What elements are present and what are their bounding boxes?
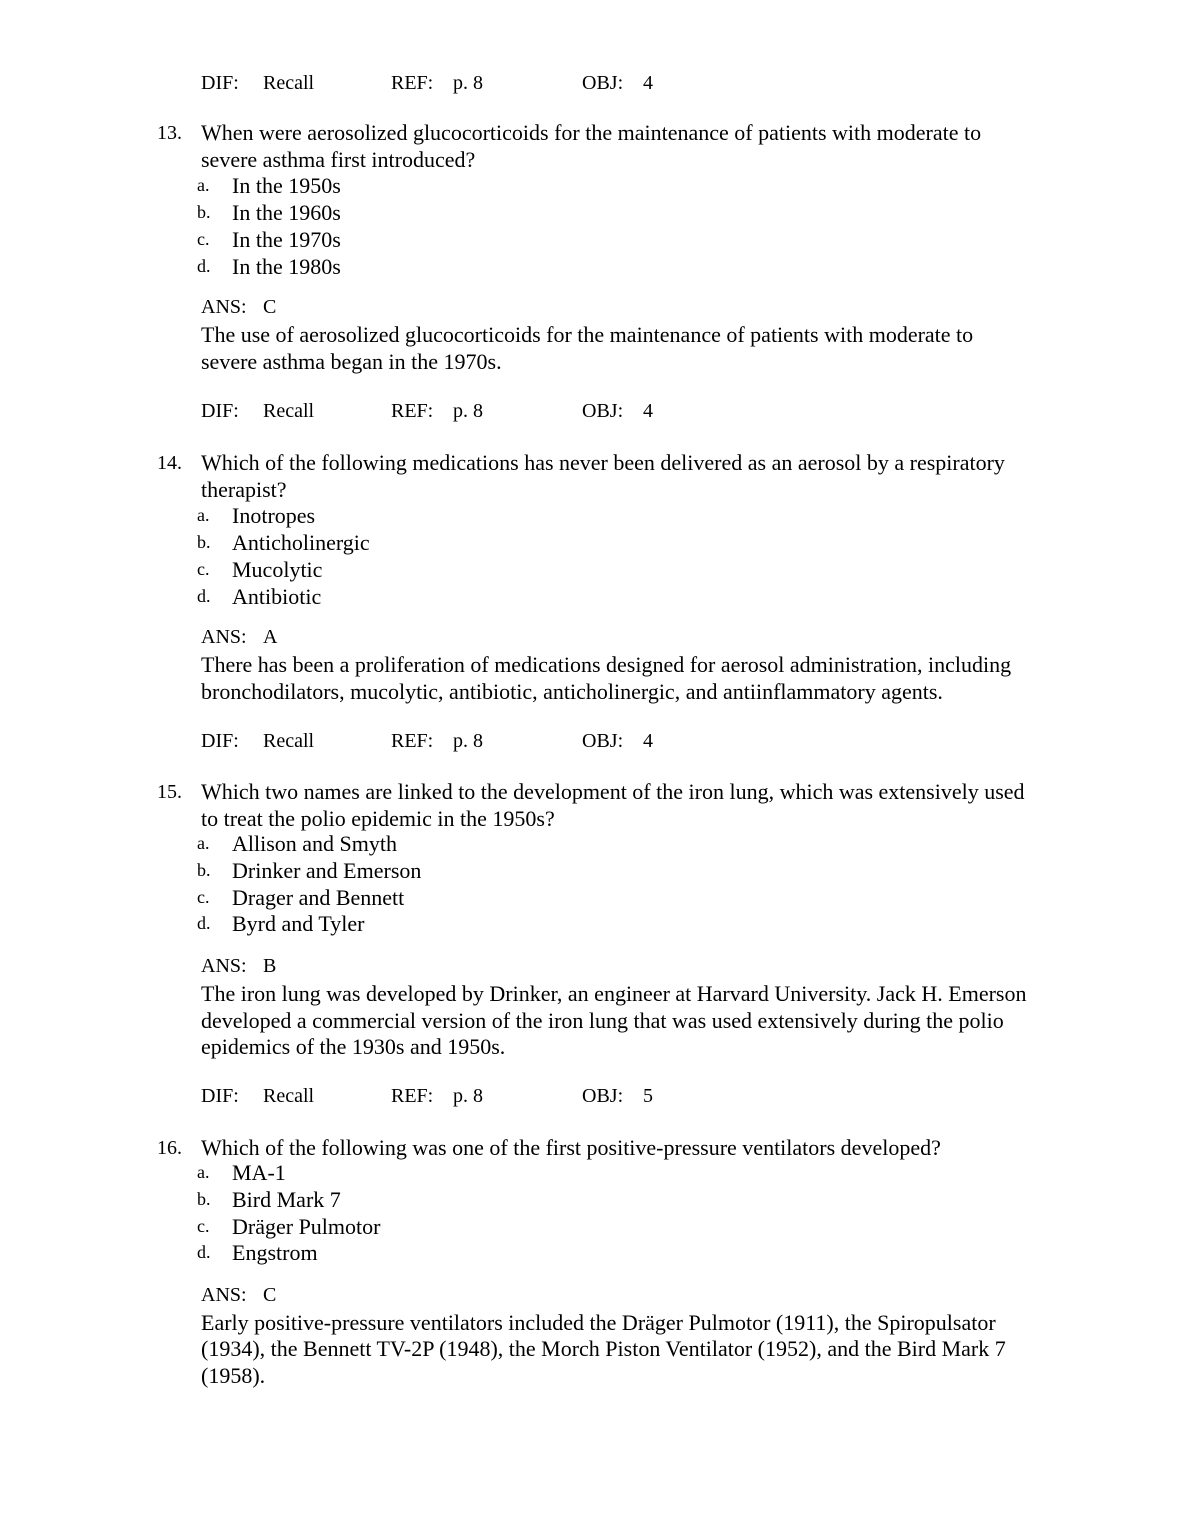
- question-stem-line: When were aerosolized glucocorticoids for the maintenance of patients with moderate to: [201, 120, 982, 145]
- ref-value: p. 8: [453, 72, 483, 94]
- ref-value: p. 8: [453, 400, 483, 422]
- option-b: Bird Mark 7: [232, 1187, 341, 1212]
- option-a: MA-1: [232, 1160, 286, 1185]
- option-a: In the 1950s: [232, 173, 341, 198]
- answer-value: C: [263, 296, 277, 318]
- rationale-line: (1958).: [201, 1363, 266, 1388]
- obj-value: 5: [643, 1085, 653, 1107]
- dif-label: DIF:: [201, 730, 239, 752]
- obj-label: OBJ:: [582, 72, 624, 94]
- option-letter: c.: [197, 559, 210, 579]
- option-d: Antibiotic: [232, 584, 322, 609]
- question-number: 13.: [157, 122, 182, 144]
- option-d: Engstrom: [232, 1240, 318, 1265]
- ref-label: REF:: [391, 1085, 434, 1107]
- question-stem-line: to treat the polio epidemic in the 1950s?: [201, 806, 555, 831]
- option-letter: b.: [197, 860, 211, 880]
- answer-value: A: [263, 626, 278, 648]
- answer-value: B: [263, 955, 277, 977]
- ref-value: p. 8: [453, 1085, 483, 1107]
- option-letter: c.: [197, 887, 210, 907]
- answer-label: ANS:: [201, 1284, 247, 1306]
- dif-value: Recall: [263, 400, 315, 422]
- rationale-line: developed a commercial version of the iron lung that was used extensively during the polio: [201, 1008, 1004, 1033]
- question-stem-line: Which of the following medications has never been delivered as an aerosol by a respiratory: [201, 450, 1005, 475]
- dif-label: DIF:: [201, 400, 239, 422]
- option-letter: a.: [197, 1162, 210, 1182]
- option-d: In the 1980s: [232, 254, 341, 279]
- option-letter: b.: [197, 532, 211, 552]
- rationale-line: The iron lung was developed by Drinker, an engineer at Harvard University. Jack H. Emerson: [201, 981, 1027, 1006]
- rationale-line: bronchodilators, mucolytic, antibiotic, anticholinergic, and antiinflammatory agents.: [201, 679, 943, 704]
- option-c: Drager and Bennett: [232, 885, 405, 910]
- question-number: 15.: [157, 781, 182, 803]
- obj-label: OBJ:: [582, 730, 624, 752]
- rationale-line: There has been a proliferation of medications designed for aerosol administration, including: [201, 652, 1012, 677]
- dif-label: DIF:: [201, 72, 239, 94]
- question-stem-line: therapist?: [201, 477, 287, 502]
- option-letter: d.: [197, 256, 211, 276]
- dif-label: DIF:: [201, 1085, 239, 1107]
- option-letter: b.: [197, 1189, 211, 1209]
- question-stem-line: Which two names are linked to the development of the iron lung, which was extensively used: [201, 779, 1025, 804]
- option-letter: b.: [197, 202, 211, 222]
- question-number: 14.: [157, 452, 182, 474]
- rationale-line: epidemics of the 1930s and 1950s.: [201, 1034, 506, 1059]
- option-c: Dräger Pulmotor: [232, 1214, 381, 1239]
- question-stem-line: Which of the following was one of the first positive-pressure ventilators developed?: [201, 1135, 941, 1160]
- obj-value: 4: [643, 400, 653, 422]
- option-c: Mucolytic: [232, 557, 323, 582]
- option-a: Allison and Smyth: [232, 831, 398, 856]
- option-letter: d.: [197, 1242, 211, 1262]
- obj-label: OBJ:: [582, 1085, 624, 1107]
- option-d: Byrd and Tyler: [232, 911, 365, 936]
- option-letter: a.: [197, 175, 210, 195]
- answer-label: ANS:: [201, 296, 247, 318]
- obj-label: OBJ:: [582, 400, 624, 422]
- option-letter: a.: [197, 833, 210, 853]
- option-a: Inotropes: [232, 503, 316, 528]
- ref-value: p. 8: [453, 730, 483, 752]
- ref-label: REF:: [391, 400, 434, 422]
- question-stem-line: severe asthma first introduced?: [201, 147, 476, 172]
- option-letter: c.: [197, 229, 210, 249]
- option-letter: a.: [197, 505, 210, 525]
- option-b: Drinker and Emerson: [232, 858, 422, 883]
- ref-label: REF:: [391, 730, 434, 752]
- dif-value: Recall: [263, 72, 315, 94]
- ref-label: REF:: [391, 72, 434, 94]
- option-b: Anticholinergic: [232, 530, 370, 555]
- option-letter: c.: [197, 1216, 210, 1236]
- answer-label: ANS:: [201, 626, 247, 648]
- obj-value: 4: [643, 730, 653, 752]
- dif-value: Recall: [263, 730, 315, 752]
- rationale-line: severe asthma began in the 1970s.: [201, 349, 502, 374]
- dif-value: Recall: [263, 1085, 315, 1107]
- option-letter: d.: [197, 913, 211, 933]
- question-number: 16.: [157, 1137, 182, 1159]
- rationale-line: Early positive-pressure ventilators included the Dräger Pulmotor (1911), the Spiropulsator: [201, 1310, 996, 1335]
- answer-label: ANS:: [201, 955, 247, 977]
- option-b: In the 1960s: [232, 200, 341, 225]
- option-c: In the 1970s: [232, 227, 341, 252]
- rationale-line: The use of aerosolized glucocorticoids for the maintenance of patients with moderate to: [201, 322, 974, 347]
- option-letter: d.: [197, 586, 211, 606]
- rationale-line: (1934), the Bennett TV-2P (1948), the Morch Piston Ventilator (1952), and the Bird Mark 7: [201, 1336, 1006, 1361]
- obj-value: 4: [643, 72, 653, 94]
- answer-value: C: [263, 1284, 277, 1306]
